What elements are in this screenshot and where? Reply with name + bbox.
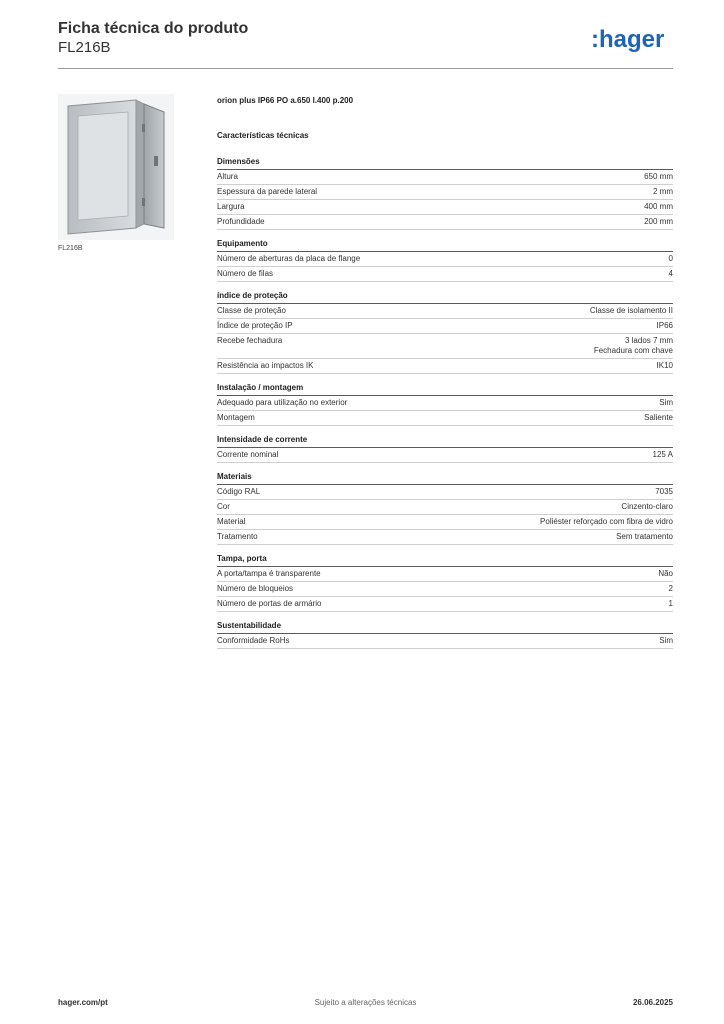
section-tampa-porta xyxy=(217,554,673,612)
section-intensidade-corrente xyxy=(217,435,673,463)
section-title: Tampa, porta xyxy=(217,554,673,567)
spec-label: Recebe fechadura xyxy=(217,336,283,345)
spec-row xyxy=(217,530,673,545)
section-sustentabilidade xyxy=(217,621,673,649)
characteristics-title: Características técnicas xyxy=(217,131,309,140)
spec-value: IK10 xyxy=(656,361,673,370)
spec-row xyxy=(217,334,673,359)
hager-logo xyxy=(591,25,673,53)
product-name: orion plus IP66 PO a.650 l.400 p.200 xyxy=(217,96,354,105)
spec-row xyxy=(217,359,673,374)
spec-row xyxy=(217,170,673,185)
spec-row xyxy=(217,500,673,515)
spec-label: Número de bloqueios xyxy=(217,584,294,593)
spec-label: Índice de proteção IP xyxy=(217,321,293,330)
spec-row xyxy=(217,200,673,215)
spec-value: 0 xyxy=(668,254,673,263)
technical-content xyxy=(217,96,673,658)
spec-row xyxy=(217,597,673,612)
spec-label: Número de aberturas da placa de flange xyxy=(217,254,361,263)
spec-label: Número de portas de armário xyxy=(217,599,322,608)
spec-row xyxy=(217,215,673,230)
spec-row xyxy=(217,582,673,597)
spec-row xyxy=(217,252,673,267)
footer-date: 26.06.2025 xyxy=(632,998,673,1007)
spec-value: 2 mm xyxy=(653,187,673,196)
spec-value: IP66 xyxy=(656,321,673,330)
footer-disclaimer: Sujeito a alterações técnicas xyxy=(314,998,417,1007)
section-title: Instalação / montagem xyxy=(217,383,673,396)
spec-value: Não xyxy=(658,569,673,578)
spec-label: Profundidade xyxy=(217,217,265,226)
spec-value: 125 A xyxy=(652,450,673,459)
spec-row xyxy=(217,485,673,500)
spec-row xyxy=(217,448,673,463)
section-equipamento xyxy=(217,239,673,282)
spec-value: Poliéster reforçado com fibra de vidro xyxy=(540,517,673,526)
spec-label: A porta/tampa é transparente xyxy=(217,569,321,578)
section-dimensoes xyxy=(217,157,673,230)
spec-row xyxy=(217,319,673,334)
spec-value: Saliente xyxy=(644,413,673,422)
spec-label: Largura xyxy=(217,202,245,211)
spec-value: Cinzento-claro xyxy=(621,502,673,511)
spec-label: Número de filas xyxy=(217,269,274,278)
section-indice-protecao xyxy=(217,291,673,374)
page-header xyxy=(58,20,673,70)
spec-label: Montagem xyxy=(217,413,255,422)
spec-label: Altura xyxy=(217,172,238,181)
section-title: índice de proteção xyxy=(217,291,673,304)
spec-value: 400 mm xyxy=(644,202,673,211)
page-footer xyxy=(58,998,673,1010)
spec-row xyxy=(217,567,673,582)
spec-value: Sem tratamento xyxy=(616,532,673,541)
spec-label: Classe de proteção xyxy=(217,306,286,315)
spec-row xyxy=(217,515,673,530)
spec-value: 650 mm xyxy=(644,172,673,181)
spec-row xyxy=(217,267,673,282)
spec-row xyxy=(217,634,673,649)
spec-row xyxy=(217,411,673,426)
spec-value: Sim xyxy=(659,398,673,407)
spec-value-line: Fechadura com chave xyxy=(593,346,673,355)
spec-row xyxy=(217,304,673,319)
spec-value: Sim xyxy=(659,636,673,645)
product-image xyxy=(58,94,174,240)
section-title: Sustentabilidade xyxy=(217,621,673,634)
image-caption: FL216B xyxy=(58,245,83,252)
spec-row xyxy=(217,396,673,411)
spec-label: Resistência ao impactos IK xyxy=(217,361,314,370)
section-materiais xyxy=(217,472,673,545)
section-instalacao-montagem xyxy=(217,383,673,426)
spec-row xyxy=(217,185,673,200)
spec-label: Material xyxy=(217,517,246,526)
spec-value: 1 xyxy=(668,599,673,608)
spec-label: Conformidade RoHs xyxy=(217,636,290,645)
spec-label: Adequado para utilização no exterior xyxy=(217,398,348,407)
spec-value: 7035 xyxy=(655,487,673,496)
product-reference: FL216B xyxy=(58,39,111,56)
svg-text::hager: :hager xyxy=(591,26,665,53)
section-title: Materiais xyxy=(217,472,673,485)
document-title: Ficha técnica do produto xyxy=(58,20,249,37)
section-title: Intensidade de corrente xyxy=(217,435,673,448)
spec-value: 4 xyxy=(668,269,673,278)
spec-label: Tratamento xyxy=(217,532,258,541)
spec-value-line: 3 lados 7 mm xyxy=(624,336,673,345)
spec-value: 200 mm xyxy=(644,217,673,226)
spec-value-multiline xyxy=(594,336,673,356)
spec-label: Espessura da parede lateral xyxy=(217,187,318,196)
header-divider xyxy=(58,68,673,69)
spec-label: Código RAL xyxy=(217,487,261,496)
section-title: Equipamento xyxy=(217,239,673,252)
spec-label: Cor xyxy=(217,502,230,511)
section-title: Dimensões xyxy=(217,157,673,170)
footer-website: hager.com/pt xyxy=(58,998,108,1007)
spec-label: Corrente nominal xyxy=(217,450,279,459)
spec-value: 2 xyxy=(668,584,673,593)
spec-value: Classe de isolamento II xyxy=(589,306,673,315)
